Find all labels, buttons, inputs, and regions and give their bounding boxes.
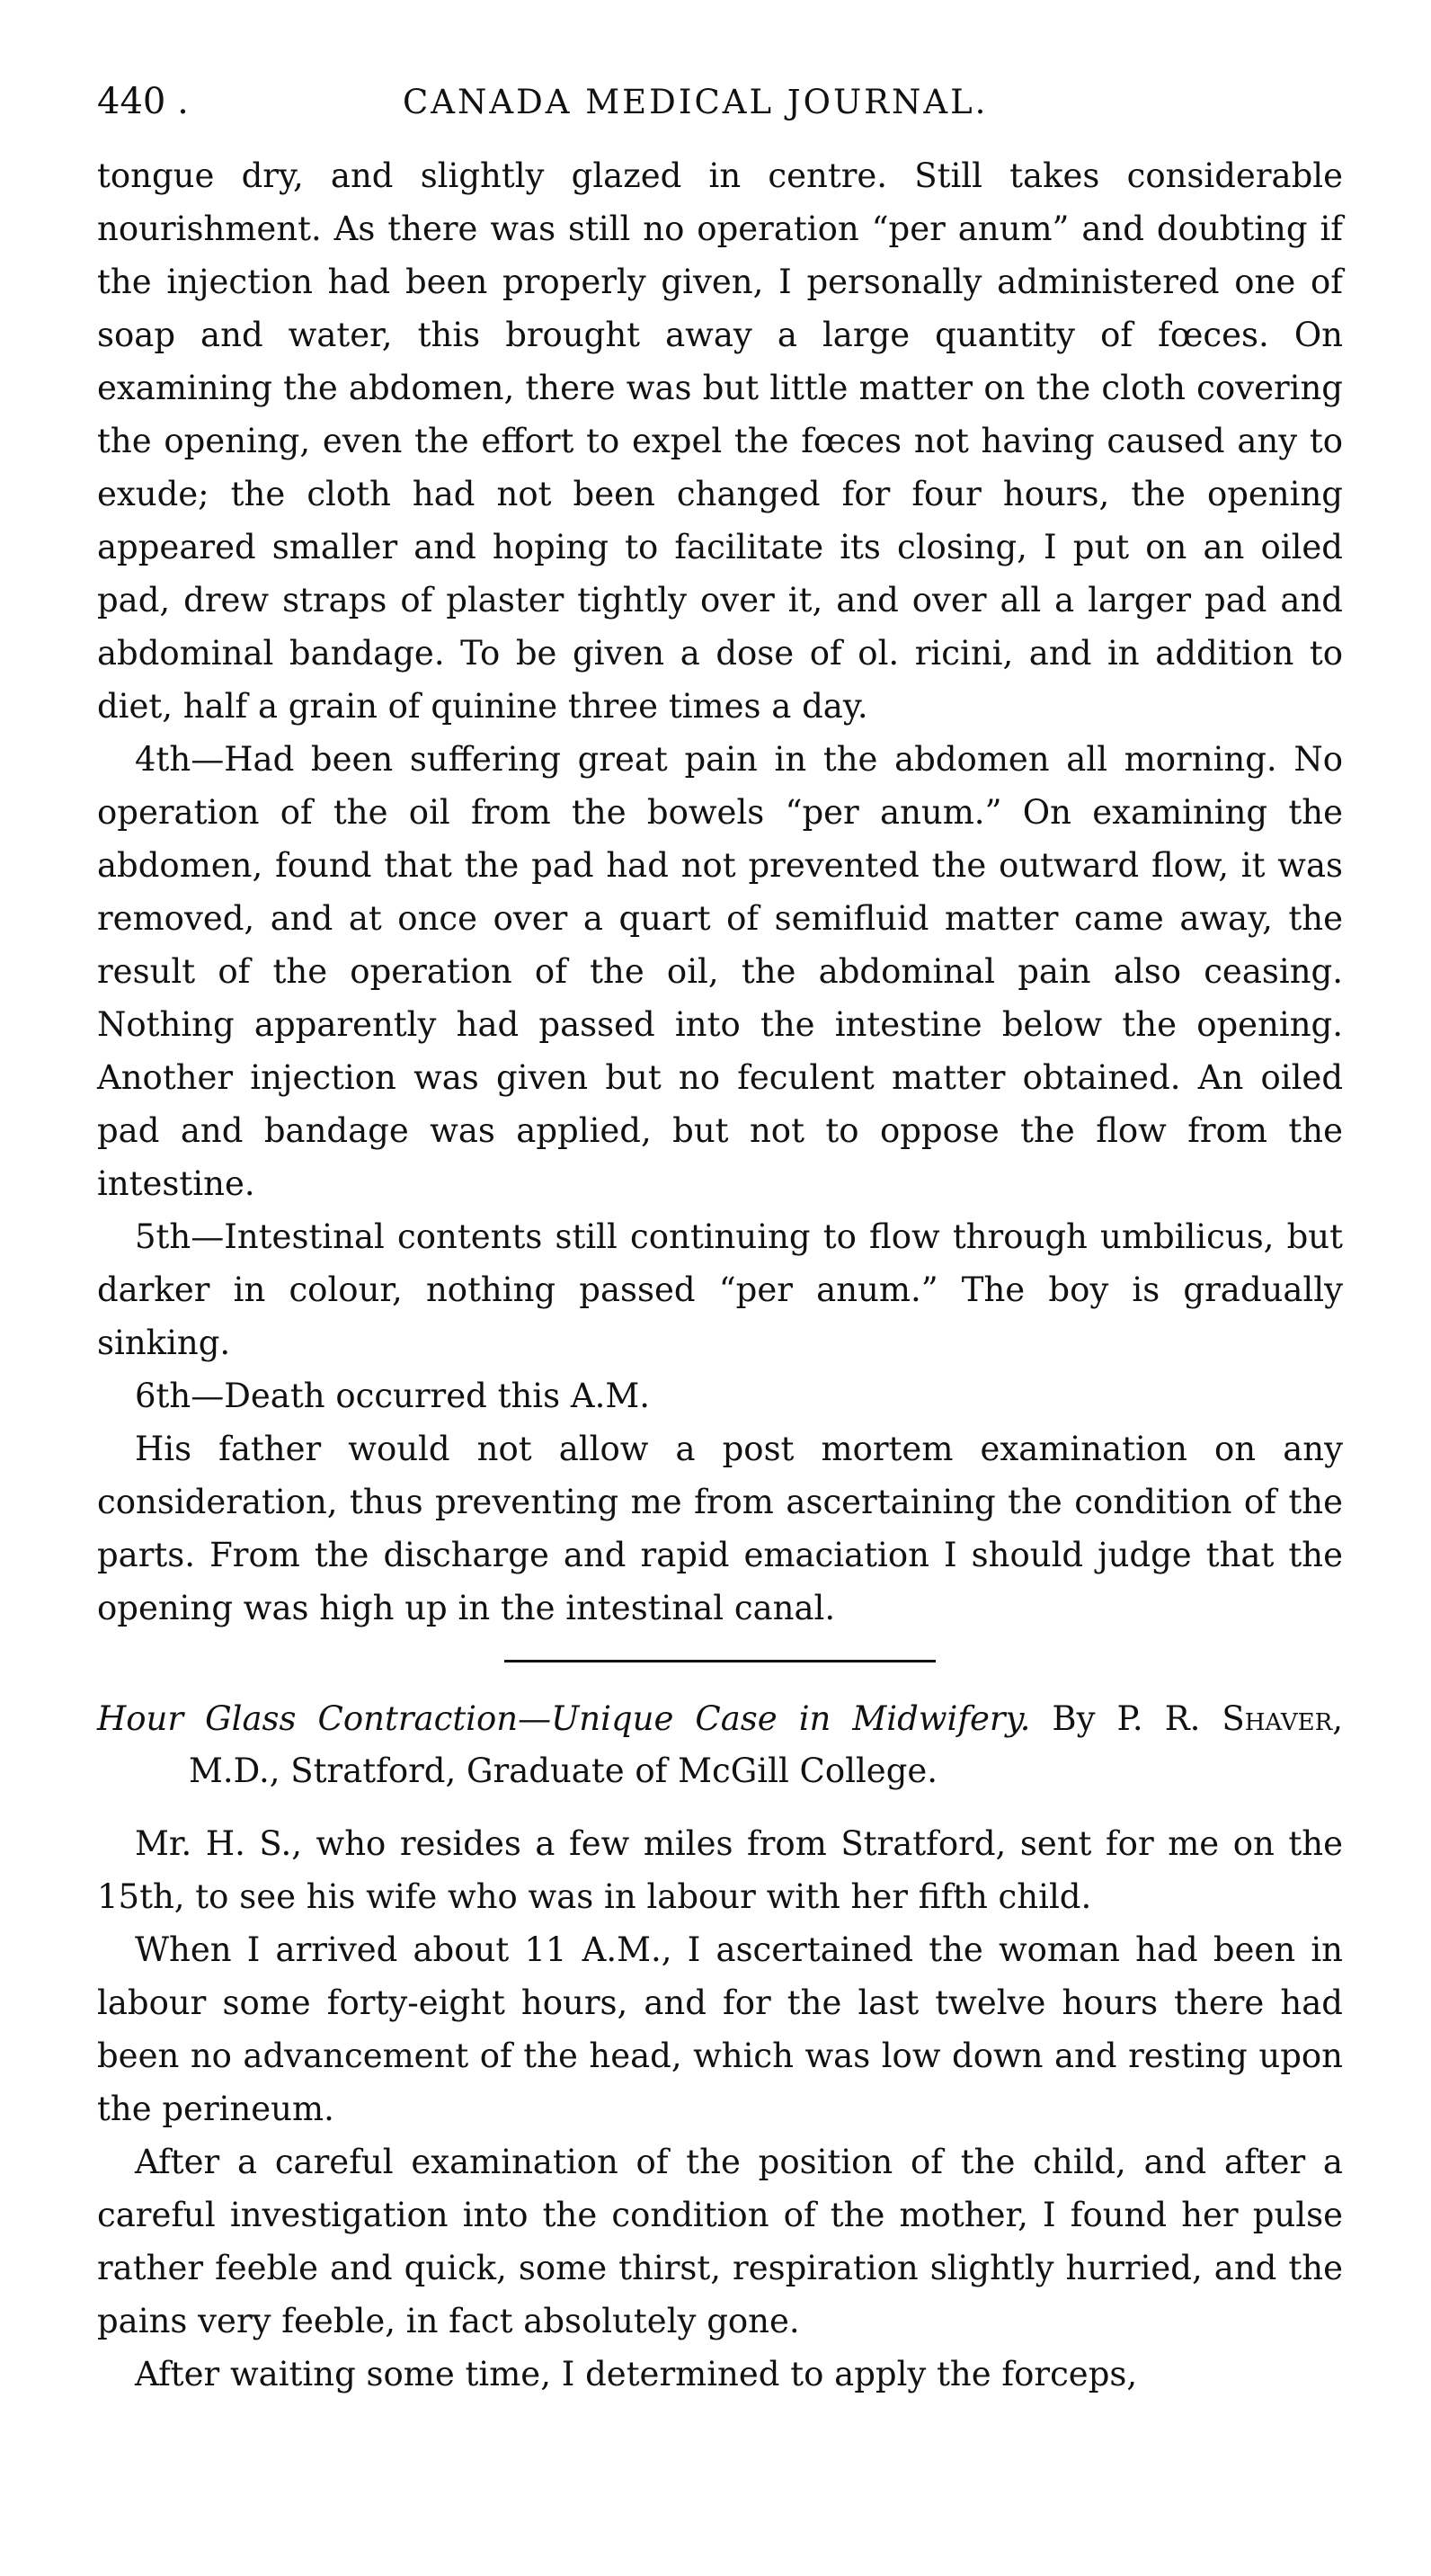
article-title: Hour Glass Contraction—Unique Case in Midwifery. — [97, 1699, 1031, 1738]
article-paragraph: After a careful examination of the position of the child, and after a careful investigation into the condition of the mother, I found her pulse rather feeble and quick, some thirst, respiration slightly hurried, and the pains very feeble, in fact absolutely gone. — [97, 2143, 1343, 2340]
article-affiliation: , Stratford, Graduate of McGill College. — [269, 1752, 938, 1790]
case-report — [97, 149, 1343, 1635]
case-paragraph: 6th—Death occurred this A.M. — [135, 1377, 650, 1415]
article-heading — [97, 1693, 1343, 1797]
article-paragraph: Mr. H. S., who resides a few miles from Stratford, sent for me on the 15th, to see his wife who was in labour with her fifth child. — [97, 1824, 1343, 1916]
journal-title: CANADA MEDICAL JOURNAL. — [403, 83, 989, 121]
page-number: 440 . — [97, 81, 189, 122]
section-divider — [504, 1660, 936, 1662]
case-paragraph: 4th—Had been suffering great pain in the abdomen all morning. No operation of the oil from the bowels “per anum.” On examining the abdomen, found that the pad had not prevented the outward flow, it was removed, and at once over a quart of semifluid matter came away, the result of the operation of the oil, the abdominal pain also ceasing. Nothing apparently had passed into the intestine below the opening. Another injection was given but no feculent matter obtained. An oiled pad and bandage was applied, but not to oppose the flow from the intestine. — [97, 740, 1343, 1203]
case-paragraph: 5th—Intestinal contents still continuing to flow through umbilicus, but darker in colour, nothing passed “per anum.” The boy is gradually sinking. — [97, 1217, 1343, 1362]
article-author: P. R. Shaver, M.D. — [189, 1699, 1343, 1790]
journal-page — [97, 81, 1343, 2401]
case-paragraph: tongue dry, and slightly glazed in centre. Still takes considerable nourishment. As there was still no operation “per anum” and doubting if the injection had been properly given, I personally administered one of soap and water, this brought away a large quantity of fœces. On examining the abdomen, there was but little matter on the cloth covering the opening, even the effort to expel the fœces not having caused any to exude; the cloth had not been changed for four hours, the opening appeared smaller and hoping to facilitate its closing, I put on an oiled pad, drew straps of plaster tightly over it, and over all a larger pad and abdominal bandage. To be given a dose of ol. ricini, and in addition to diet, half a grain of quinine three times a day. — [97, 156, 1343, 726]
article-paragraph: When I arrived about 11 A.M., I ascertained the woman had been in labour some forty-eight hours, and for the last twelve hours there had been no advancement of the head, which was low down and resting upon the perineum. — [97, 1930, 1343, 2128]
running-head — [97, 81, 1343, 135]
article-body — [97, 1817, 1343, 2401]
article-paragraph: After waiting some time, I determined to apply the forceps, — [135, 2355, 1138, 2393]
byline-prefix: By — [1030, 1699, 1117, 1738]
case-paragraph: His father would not allow a post mortem examination on any consideration, thus preventing me from ascertaining the condition of the parts. From the discharge and rapid emaciation I should judge that the opening was high up in the intestinal canal. — [97, 1430, 1343, 1627]
